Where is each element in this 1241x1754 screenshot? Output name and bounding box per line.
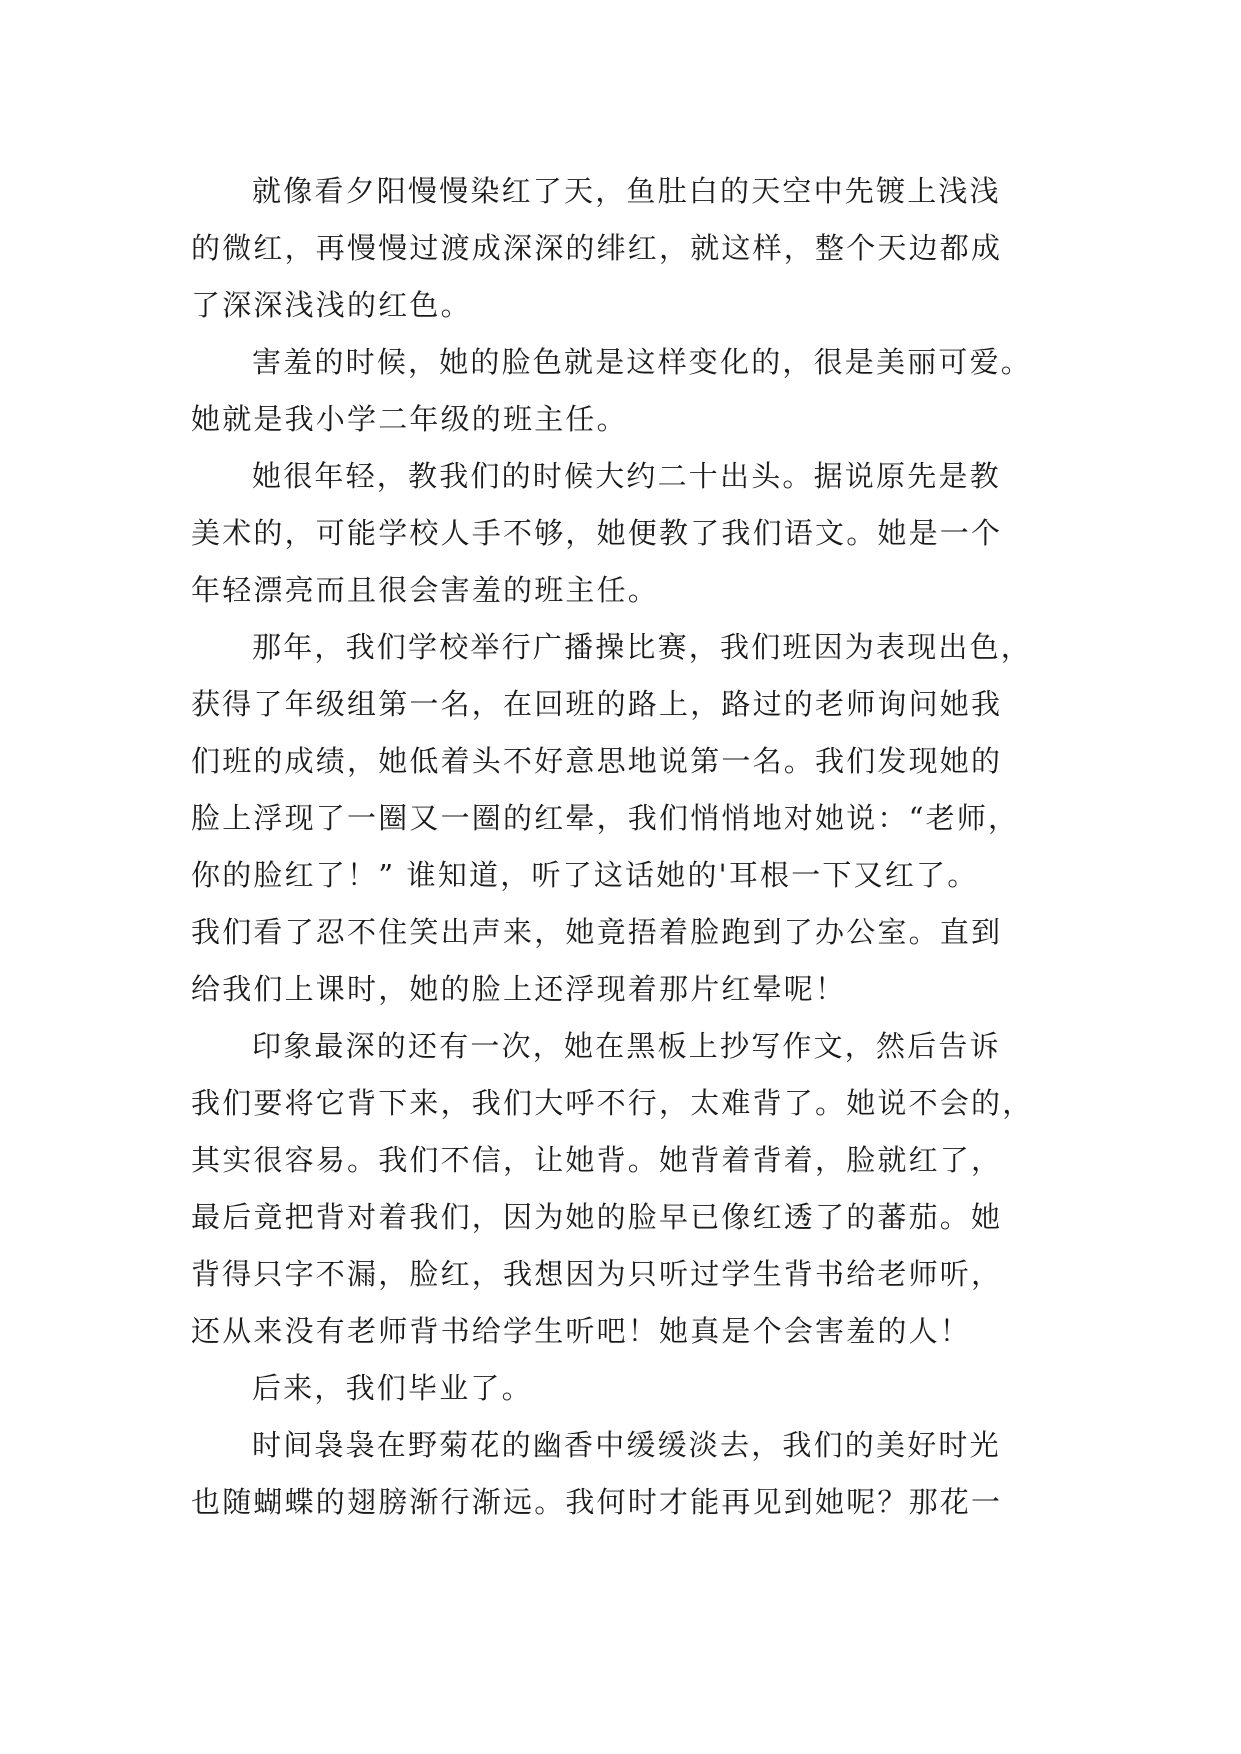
text-line: 印象最深的还有一次，她在黑板上抄写作文，然后告诉 — [252, 1029, 1001, 1063]
text-line: 也随蝴蝶的翅膀渐行渐远。我何时才能再见到她呢？那花一 — [191, 1485, 1003, 1519]
text-line: 她很年轻，教我们的时候大约二十出头。据说原先是教 — [252, 459, 1001, 493]
text-line: 们班的成绩，她低着头不好意思地说第一名。我们发现她的 — [191, 744, 1003, 778]
text-line: 的微红，再慢慢过渡成深深的绯红，就这样，整个天边都成 — [191, 231, 1003, 265]
document-body — [191, 163, 1051, 1531]
text-line: 那年，我们学校举行广播操比赛，我们班因为表现出色， — [252, 630, 1033, 664]
text-line: 你的脸红了！” 谁知道，听了这话她的'耳根一下又红了。 — [191, 858, 979, 892]
text-line: 还从来没有老师背书给学生听吧！她真是个会害羞的人！ — [191, 1314, 972, 1348]
text-line: 背得只字不漏，脸红，我想因为只听过学生背书给老师听， — [191, 1257, 1003, 1291]
text-line: 给我们上课时，她的脸上还浮现着那片红晕呢！ — [191, 972, 847, 1006]
text-line: 最后竟把背对着我们，因为她的脸早已像红透了的蕃茄。她 — [191, 1200, 1003, 1234]
text-line: 时间袅袅在野菊花的幽香中缓缓淡去，我们的美好时光 — [252, 1428, 1001, 1462]
text-line: 我们要将它背下来，我们大呼不行，太难背了。她说不会的， — [191, 1086, 1034, 1120]
text-line: 美术的，可能学校人手不够，她便教了我们语文。她是一个 — [191, 516, 1003, 550]
text-line: 年轻漂亮而且很会害羞的班主任。 — [191, 573, 660, 607]
text-line: 后来，我们毕业了。 — [252, 1371, 533, 1405]
text-line: 了深深浅浅的红色。 — [191, 288, 472, 322]
text-line: 获得了年级组第一名，在回班的路上，路过的老师询问她我 — [191, 687, 1003, 721]
text-line: 其实很容易。我们不信，让她背。她背着背着，脸就红了， — [191, 1143, 1003, 1177]
text-line: 害羞的时候，她的脸色就是这样变化的，很是美丽可爱。 — [252, 345, 1033, 379]
text-line: 她就是我小学二年级的班主任。 — [191, 402, 628, 436]
text-line: 就像看夕阳慢慢染红了天，鱼肚白的天空中先镀上浅浅 — [252, 174, 1001, 208]
text-line: 脸上浮现了一圈又一圈的红晕，我们悄悄地对她说：“老师， — [191, 801, 1020, 835]
text-line: 我们看了忍不住笑出声来，她竟捂着脸跑到了办公室。直到 — [191, 915, 1003, 949]
